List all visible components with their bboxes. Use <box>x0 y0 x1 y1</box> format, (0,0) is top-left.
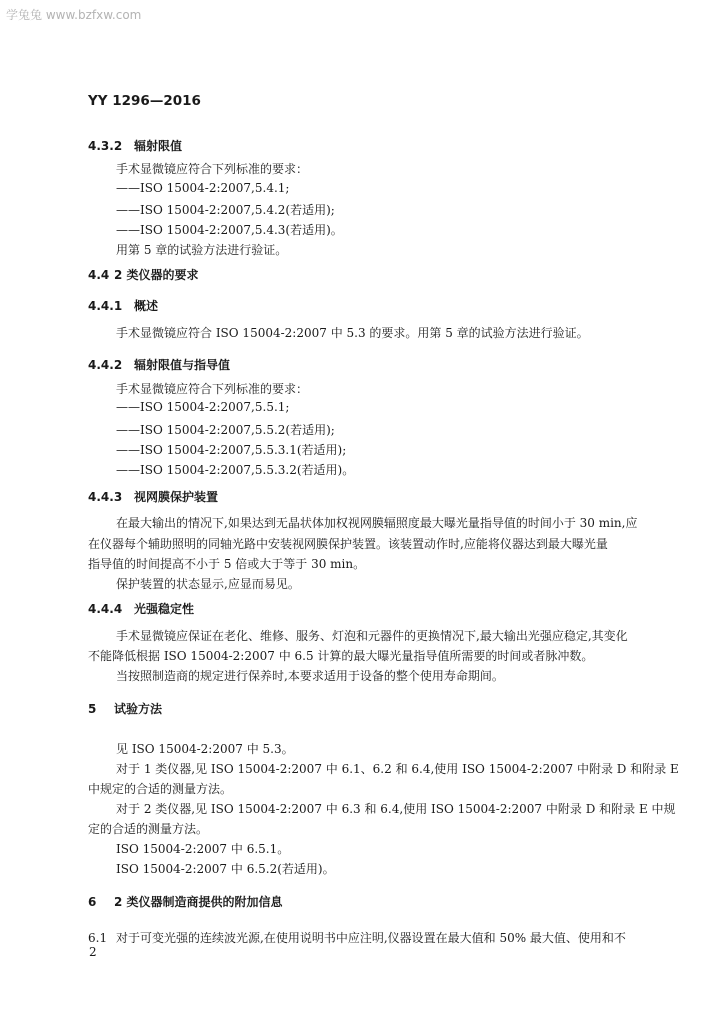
heading-title: 视网膜保护装置 <box>134 490 219 504</box>
heading-4-4-3 <box>88 488 218 505</box>
paragraph-line: 不能降低根据 ISO 15004-2:2007 中 6.5 计算的最大曝光量指导值所需要的时间或者脉冲数。 <box>88 649 594 663</box>
paragraph-line: 在仪器每个辅助照明的同轴光路中安装视网膜保护装置。该装置动作时,应能将仪器达到最大曝光量 <box>88 537 608 551</box>
paragraph-line: 对于 1 类仪器,见 ISO 15004-2:2007 中 6.1、6.2 和 6.4,使用 ISO 15004-2:2007 中附录 D 和附录 E <box>116 762 679 776</box>
heading-title: 辐射限值与指导值 <box>134 358 231 372</box>
list-item: ——ISO 15004-2:2007,5.4.1; <box>116 181 290 195</box>
heading-number: 4.3.2 <box>88 139 123 153</box>
list-item: ——ISO 15004-2:2007,5.4.2(若适用); <box>116 203 335 217</box>
paragraph-line: 见 ISO 15004-2:2007 中 5.3。 <box>116 742 294 756</box>
list-item: ——ISO 15004-2:2007,5.5.1; <box>116 400 290 414</box>
heading-number: 4.4.1 <box>88 299 123 313</box>
page-number: 2 <box>89 945 97 959</box>
heading-4-4-1 <box>88 297 158 314</box>
heading-4-4-4 <box>88 600 194 617</box>
clause-6-1 <box>88 929 626 946</box>
heading-title: 概述 <box>134 299 159 313</box>
clause-text: 对于可变光强的连续波光源,在使用说明书中应注明,仪器设置在最大值和 50% 最大值、使用和不 <box>116 931 626 945</box>
list-item: ——ISO 15004-2:2007,5.5.3.2(若适用)。 <box>116 463 355 477</box>
heading-5 <box>88 700 162 717</box>
paragraph-line: 指导值的时间提高不小于 5 倍或大于等于 30 min。 <box>88 557 366 571</box>
list-item: ——ISO 15004-2:2007,5.5.3.1(若适用); <box>116 443 347 457</box>
watermark: 学兔兔 www.bzfxw.com <box>6 8 142 22</box>
paragraph-line: 中规定的合适的测量方法。 <box>88 782 233 796</box>
clause-number: 6.1 <box>88 931 108 945</box>
paragraph-line: 手术显微镜应保证在老化、维修、服务、灯泡和元器件的更换情况下,最大输出光强应稳定,其变化 <box>116 629 628 643</box>
heading-title: 辐射限值 <box>134 139 183 153</box>
heading-title: 光强稳定性 <box>134 602 195 616</box>
paragraph-line: 定的合适的测量方法。 <box>88 822 209 836</box>
standard-code: YY 1296—2016 <box>88 93 201 109</box>
paragraph-line: ISO 15004-2:2007 中 6.5.1。 <box>116 842 290 856</box>
heading-4-4 <box>88 266 199 283</box>
heading-title: 2 类仪器的要求 <box>114 268 199 282</box>
heading-4-4-2 <box>88 356 230 373</box>
heading-number: 6 <box>88 895 97 909</box>
list-item: ——ISO 15004-2:2007,5.4.3(若适用)。 <box>116 223 343 237</box>
paragraph-line: 在最大输出的情况下,如果达到无晶状体加权视网膜辐照度最大曝光量指导值的时间小于 30 min,应 <box>116 516 638 530</box>
heading-number: 4.4.4 <box>88 602 123 616</box>
paragraph-line: 手术显微镜应符合下列标准的要求： <box>116 382 309 396</box>
heading-number: 4.4.2 <box>88 358 123 372</box>
paragraph-line: 手术显微镜应符合 ISO 15004-2:2007 中 5.3 的要求。用第 5 章的试验方法进行验证。 <box>116 326 589 340</box>
paragraph-line: 保护装置的状态显示,应显而易见。 <box>116 577 300 591</box>
heading-4-3-2 <box>88 137 182 154</box>
heading-number: 5 <box>88 702 97 716</box>
heading-number: 4.4 <box>88 268 110 282</box>
paragraph-line: ISO 15004-2:2007 中 6.5.2(若适用)。 <box>116 862 335 876</box>
heading-title: 试验方法 <box>114 702 163 716</box>
paragraph-line: 用第 5 章的试验方法进行验证。 <box>116 243 288 257</box>
paragraph-line: 当按照制造商的规定进行保养时,本要求适用于设备的整个使用寿命期间。 <box>116 669 504 683</box>
paragraph-line: 对于 2 类仪器,见 ISO 15004-2:2007 中 6.3 和 6.4,使用 ISO 15004-2:2007 中附录 D 和附录 E 中规 <box>116 802 676 816</box>
list-item: ——ISO 15004-2:2007,5.5.2(若适用); <box>116 423 335 437</box>
heading-6 <box>88 893 283 910</box>
heading-number: 4.4.3 <box>88 490 123 504</box>
heading-title: 2 类仪器制造商提供的附加信息 <box>114 895 283 909</box>
paragraph-line: 手术显微镜应符合下列标准的要求： <box>116 162 309 176</box>
